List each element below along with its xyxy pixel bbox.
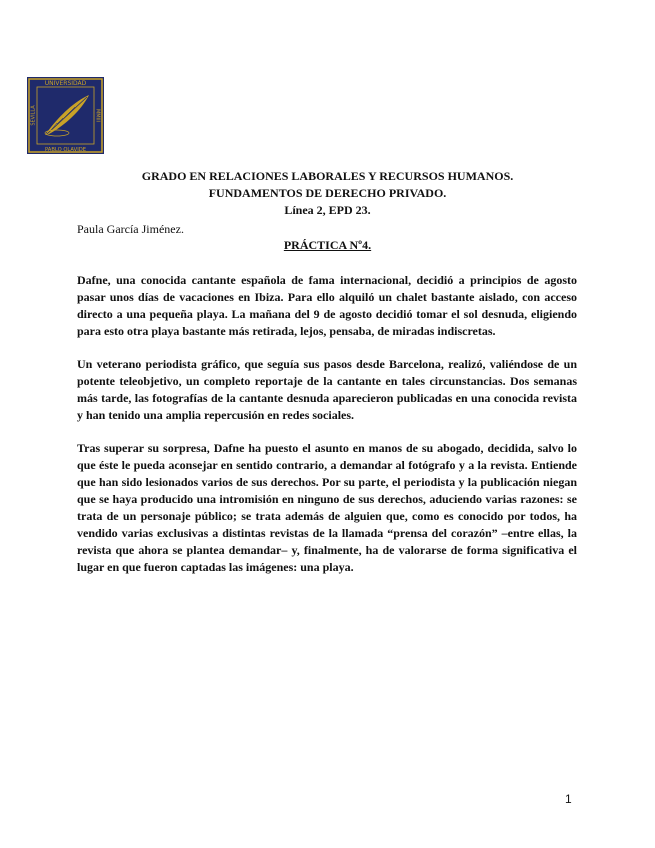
logo-top-text: UNIVERSIDAD xyxy=(44,80,87,88)
practice-title: PRÁCTICA Nº4. xyxy=(283,238,372,252)
paragraph: Tras superar su sorpresa, Dafne ha puesto el asunto en manos de su abogado, decidida, salvo lo que éste le pueda aconsejar en sentido contrario, a demandar al fotógrafo y a la revista. Entiende que han sido lesionados varios de sus derechos. Por su parte, el periodista y la publicación niegan que se haya producido una intromisión en ninguno de sus derechos, aduciendo varias razones: se trata de un personaje público; se trata además de alguien que, como es conocido por todos, ha vendido varias exclusivas a distintas revistas de la llamada “prensa del corazón” –entre ellas, la revista que ahora se plantea demandar– y, finalmente, ha de valorarse de forma significativa el lugar en que fueron captadas las imágenes: una playa. xyxy=(77,441,577,574)
document-header xyxy=(0,168,655,219)
logo-right-text: MMIII xyxy=(94,108,101,123)
author-name: Paula García Jiménez. xyxy=(77,222,184,236)
paragraph: Dafne, una conocida cantante española de fama internacional, decidió a principios de agosto pasar unos días de vacaciones en Ibiza. Para ello alquiló un chalet bastante aislado, con acceso directo a una pequeña playa. La mañana del 9 de agosto decidió tomar el sol desnuda, eligiendo para esto otra playa bastante más retirada, lejos, pensaba, de miradas indiscretas. xyxy=(77,273,577,338)
course-title: FUNDAMENTOS DE DERECHO PRIVADO. xyxy=(208,186,447,200)
logo-bottom-text: PABLO OLAVIDE xyxy=(45,147,86,153)
group-info: Línea 2, EPD 23. xyxy=(284,203,371,217)
practice-title-wrapper xyxy=(0,236,655,254)
document-body xyxy=(77,272,577,592)
logo-left-text: SEVILLA xyxy=(30,105,37,126)
paragraph: Un veterano periodista gráfico, que seguía sus pasos desde Barcelona, realizó, valiéndose de un potente teleobjetivo, un completo reportaje de la cantante en tales circunstancias. Dos semanas más tarde, las fotografías de la cantante desnuda aparecieron publicadas en una conocida revista y han tenido una amplia repercusión en redes sociales. xyxy=(77,357,577,422)
degree-title: GRADO EN RELACIONES LABORALES Y RECURSOS HUMANOS. xyxy=(141,169,514,183)
university-logo xyxy=(27,77,104,154)
page-number: 1 xyxy=(565,792,572,806)
